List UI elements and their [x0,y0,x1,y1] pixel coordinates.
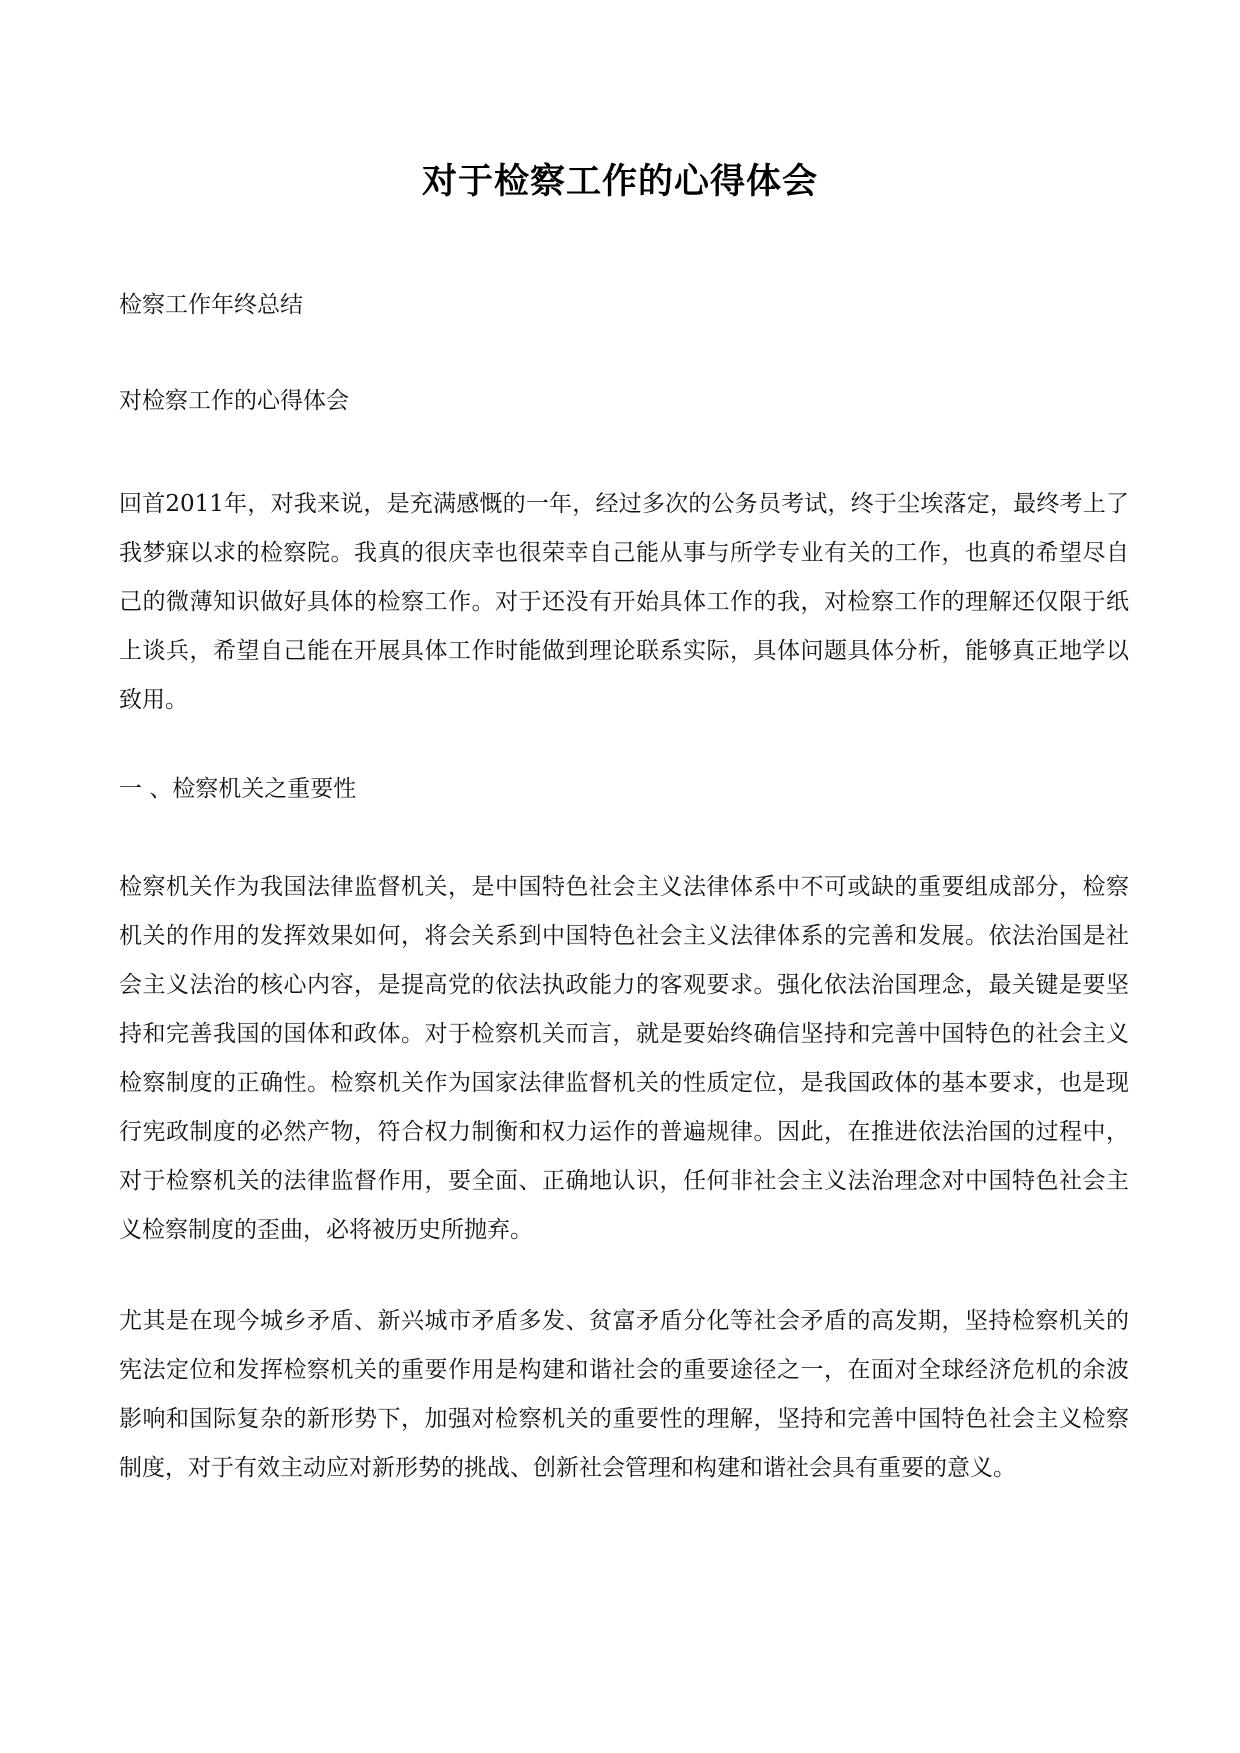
paragraph-legal-supervision: 检察机关作为我国法律监督机关，是中国特色社会主义法律体系中不可或缺的重要组成部分，检察机关的作用的发挥效果如何，将会关系到中国特色社会主义法律体系的完善和发展。依法治国是社会主义法治的核心内容，是提高党的依法执政能力的客观要求。强化依法治国理念，最关键是要坚持和完善我国的国体和政体。对于检察机关而言，就是要始终确信坚持和完善中国特色的社会主义检察制度的正确性。检察机关作为国家法律监督机关的性质定位，是我国政体的基本要求，也是现行宪政制度的必然产物，符合权力制衡和权力运作的普遍规律。因此，在推进依法治国的过程中，对于检察机关的法律监督作用，要全面、正确地认识，任何非社会主义法治理念对中国特色社会主义检察制度的歪曲，必将被历史所抛弃。 [119,874,1129,1243]
document-title: 对于检察工作的心得体会 [421,161,818,202]
paragraph-harmonious-society: 尤其是在现今城乡矛盾、新兴城市矛盾多发、贫富矛盾分化等社会矛盾的高发期，坚持检察机关的宪法定位和发挥检察机关的重要作用是构建和谐社会的重要途径之一，在面对全球经济危机的余波影响和国际复杂的新形势下，加强对检察机关的重要性的理解，坚持和完善中国特色社会主义检察制度，对于有效主动应对新形势的挑战、创新社会管理和构建和谐社会具有重要的意义。 [119,1308,1129,1481]
subtitle-experience: 对检察工作的心得体会 [119,388,349,414]
paragraph-intro: 回首2011年，对我来说，是充满感慨的一年，经过多次的公务员考试，终于尘埃落定，最终考上了我梦寐以求的检察院。我真的很庆幸也很荣幸自己能从事与所学专业有关的工作，也真的希望尽自己的微薄知识做好具体的检察工作。对于还没有开始具体工作的我，对检察工作的理解还仅限于纸上谈兵，希望自己能在开展具体工作时能做到理论联系实际，具体问题具体分析，能够真正地学以致用。 [119,491,1129,713]
subtitle-year-end-summary: 检察工作年终总结 [119,292,303,318]
section-heading-importance: 一 、检察机关之重要性 [119,776,357,802]
